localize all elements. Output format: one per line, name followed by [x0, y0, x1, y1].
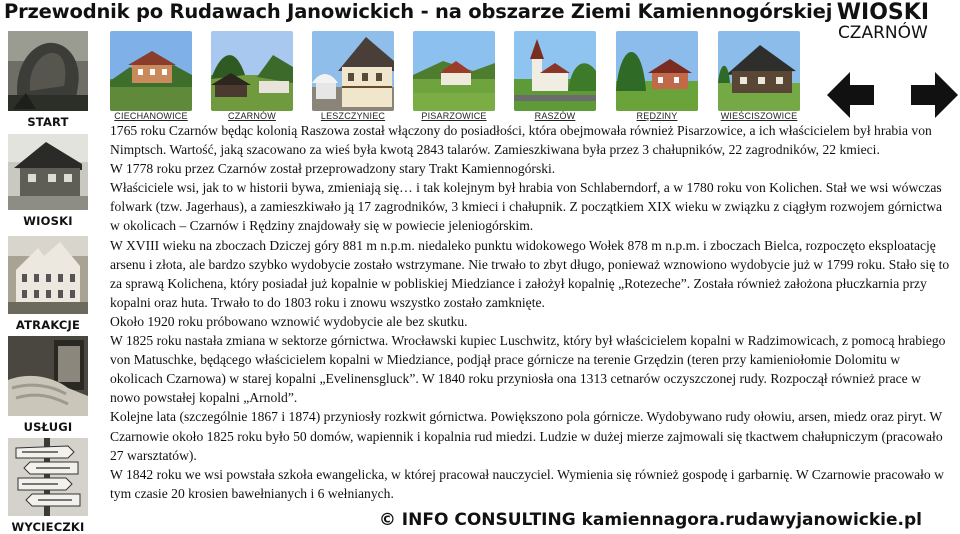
nav-label-wycieczki: WYCIECZKI: [11, 520, 85, 534]
village-label: CZARNÓW: [228, 111, 276, 121]
prev-button[interactable]: [826, 70, 876, 120]
section-title: [837, 0, 929, 42]
section-subheading: CZARNÓW: [837, 23, 928, 43]
nav-atrakcje[interactable]: [8, 236, 88, 332]
paragraph: Około 1920 roku próbowano wznowić wydobycie ale bez skutku.: [110, 313, 468, 329]
village-label: RĘDZINY: [636, 111, 678, 121]
village-label: PISARZOWICE: [421, 111, 487, 121]
rock-photo-icon: [8, 31, 88, 111]
nav-label-start: START: [27, 115, 69, 129]
nav-wycieczki[interactable]: [8, 438, 88, 534]
village-photo-icon: [514, 31, 596, 111]
signpost-photo-icon: [8, 438, 88, 516]
village-photo-icon: [110, 31, 192, 111]
village-label: RASZÓW: [534, 111, 576, 121]
village-raszow[interactable]: [514, 31, 596, 121]
village-ciechanowice[interactable]: [110, 31, 192, 121]
village-redziny[interactable]: [616, 31, 698, 121]
village-photo-icon: [413, 31, 495, 111]
paragraph: Właściciele wsi, jak to w historii bywa, zmieniają się… i tak kolejnym był hrabia von Schlaberndorf, a w 1780 roku von Kolichen. Stał we wsi wówczas folwark (tzw. Jagerhaus), a zamieszkiwało ją 17 zagrodników, 3 kmieci i chałupnik. Z początkiem XIX wieku w związku z ciągłym rozwojem górnictwa w okolicach – Czarnów i Rędziny znajdowały się w powiecie jeleniogórskim.: [110, 180, 943, 234]
wooden-house-photo-icon: [8, 134, 88, 210]
nav-wioski[interactable]: [8, 134, 88, 228]
next-button[interactable]: [909, 70, 959, 120]
page-title: Przewodnik po Rudawach Janowickich - na obszarze Ziemi Kamiennogórskiej: [4, 0, 833, 23]
footer-copyright: © INFO CONSULTING kamiennagora.rudawyjanowickie.pl: [378, 510, 922, 530]
paragraph: 1765 roku Czarnów będąc kolonią Raszowa został włączony do posiadłości, która obejmowała również Pisarzowice, a ich właścicielem był hrabia von Nimptsch. Wartość, jaką szacowano za wieś była kwotą 2843 talarów. Zamieszkiwana była przez 3 chałupników, 22 zagrodników, 22 kmieci.: [110, 123, 932, 158]
palace-photo-icon: [8, 236, 88, 314]
paragraph: W 1825 roku nastała zmiana w sektorze górnictwa. Wrocławski kupiec Luschwitz, który był właścicielem kopalni w Radzimowicach, z pomocą hrabiego von Matuschke, będącego właścicielem kopalni w Miedziance, podjął prace górnicze na terenie Grzędzin (teren przy kamieniołomie Dolomitu w okolicach Czarnowa) w starej kopalni „Evelinensgluck”. W 1840 roku przyniosła ona 1313 cetnarów oczyszczonej rudy. Rozpoczął również prace w nowo powstałej kopalni „Arnold”.: [110, 333, 946, 406]
article-text: [110, 121, 950, 503]
village-photo-icon: [211, 31, 293, 111]
village-wiesciszowice[interactable]: [718, 31, 800, 121]
village-leszczyniec[interactable]: [312, 31, 394, 121]
arrow-right-icon: [909, 70, 959, 120]
village-photo-icon: [616, 31, 698, 111]
nav-label-atrakcje: ATRAKCJE: [15, 318, 81, 332]
village-pisarzowice[interactable]: [413, 31, 495, 121]
paragraph: W 1778 roku przez Czarnów został przeprowadzony stary Trakt Kamiennogórski.: [110, 161, 556, 177]
village-label: WIEŚCISZOWICE: [720, 111, 798, 121]
paragraph: W XVIII wieku na zboczach Dziczej góry 881 m n.p.m. niedaleko punktu widokowego Wołek 878 m n.p.m. i zboczach Bielca, rozpoczęto eksploatację arsenu i złota, ale bardzo szybko wydobycie zostało wstrzymane. Nie trwało to zbyt długo, ponieważ wznowiono wydobycie już w 1799 roku. Stało się to za sprawą Kolichena, który posiadał już kopalnie w pobliskiej Miedziance i założył kopalnię „Rotezeche”. Została również założona płuczkarnia przy kopalni oraz huta. Trwało to do 1803 roku i znowu wszystko zostało zamknięte.: [110, 237, 950, 310]
village-photo-icon: [312, 31, 394, 111]
room-interior-photo-icon: [8, 336, 88, 416]
village-label: CIECHANOWICE: [114, 111, 188, 121]
village-czarnow[interactable]: [211, 31, 293, 121]
section-heading: WIOSKI: [836, 0, 929, 25]
village-photo-icon: [718, 31, 800, 111]
paragraph: Kolejne lata (szczególnie 1867 i 1874) przyniosły rozkwit górnictwa. Powiększono pola górnicze. Wydobywano rudy ołowiu, arsen, miedz oraz piryt. W Czarnowie około 1825 roku było 50 domów, wapiennik i kopalnia rud miedzi. Ludzie w dużej mierze zajmowali się tkactwem chałupniczym (pracowało 27 warsztatów).: [110, 409, 943, 463]
village-label: LESZCZYNIEC: [320, 111, 386, 121]
arrow-left-icon: [826, 70, 876, 120]
nav-start[interactable]: [8, 31, 88, 129]
nav-label-wioski: WIOSKI: [23, 214, 73, 228]
nav-label-uslugi: USŁUGI: [23, 420, 73, 434]
paragraph: W 1842 roku we wsi powstała szkoła ewangelicka, w której pracował nauczyciel. Wymienia się również gospodę i garbarnię. W Czarnowie pracowało w tym czasie 20 krosien bawełnianych i 6 wełnianych.: [110, 466, 944, 501]
nav-uslugi[interactable]: [8, 336, 88, 434]
